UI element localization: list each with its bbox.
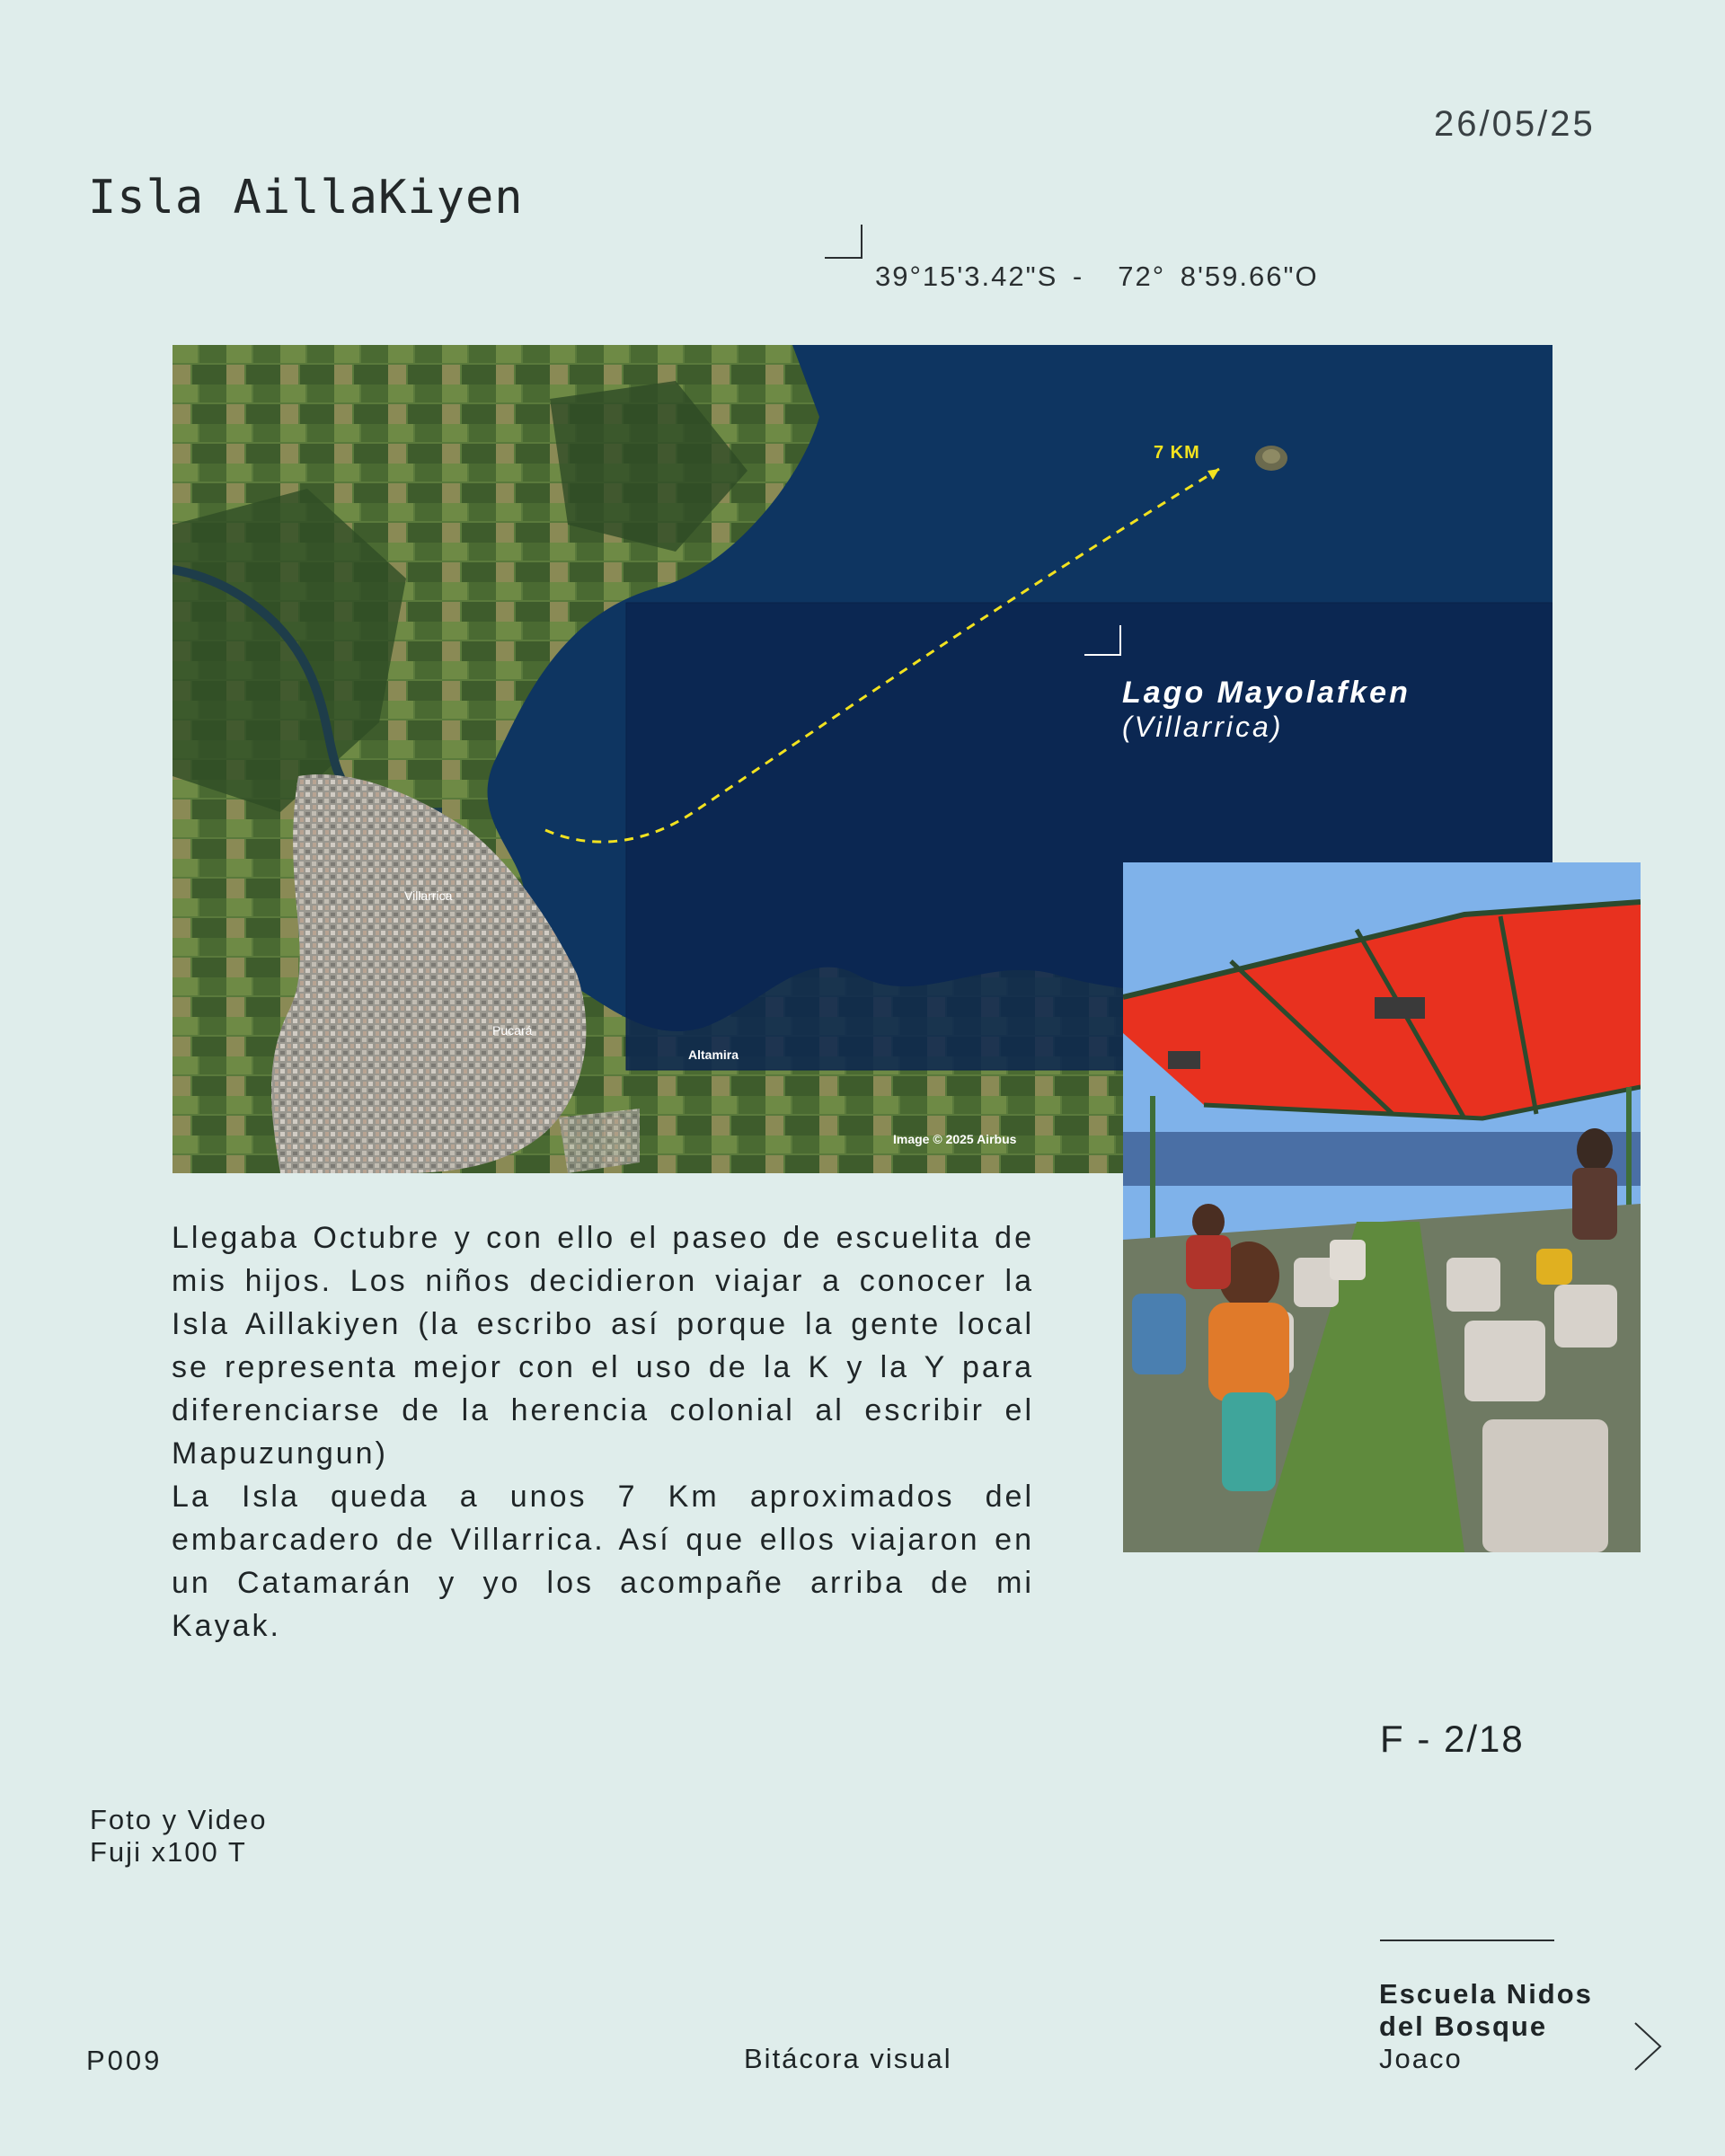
lake-name: Lago Mayolafken [1122, 676, 1411, 710]
place-pucara: Pucará [492, 1023, 533, 1038]
image-credit: Image © 2025 Airbus [893, 1132, 1017, 1146]
publication-name: Bitácora visual [744, 2043, 952, 2074]
distance-label: 7 KM [1154, 443, 1200, 463]
corner-mark [825, 225, 862, 259]
coordinates [875, 261, 1319, 293]
story-paragraph-1: Llegaba Octubre y con ello el paseo de escuelita de mis hijos. Los niños decidieron viajar a conocer la Isla Aillakiyen (la escribo así porque la gente local se representa mejor con el uso de la K y la Y para diferenciarse de la herencia colonial al escribir el Mapuzungun) [172, 1221, 1034, 1471]
place-villarrica: Villarrica [404, 888, 453, 903]
page-number: P009 [86, 2045, 163, 2076]
place-altamira: Altamira [688, 1047, 739, 1062]
latitude: 39°15'3.42"S - [875, 261, 1084, 292]
next-page-button[interactable] [1630, 2019, 1666, 2073]
credit-line-1: Foto y Video [90, 1804, 268, 1835]
chevron-right-icon [1630, 2019, 1666, 2073]
catamaran-illustration [1123, 862, 1641, 1552]
lake-alt-name: (Villarrica) [1122, 711, 1284, 743]
school-name [1379, 1978, 1593, 2043]
date: 26/05/25 [1434, 104, 1596, 144]
camera-credits [90, 1804, 267, 1869]
author-name: Joaco [1379, 2043, 1463, 2074]
frame-counter: F - 2/18 [1380, 1718, 1525, 1760]
divider [1380, 1940, 1554, 1941]
credit-line-2: Fuji x100 T [90, 1836, 247, 1868]
longitude: 72° 8'59.66"O [1118, 261, 1319, 292]
school-line-1: Escuela Nidos [1379, 1978, 1593, 2010]
page-title: Isla AillaKiyen [88, 171, 524, 225]
catamaran-photo [1123, 862, 1641, 1552]
story-text [172, 1216, 1034, 1648]
school-line-2: del Bosque [1379, 2010, 1548, 2042]
story-paragraph-2: La Isla queda a unos 7 Km aproximados del embarcadero de Villarrica. Así que ellos viajaron en un Catamarán y yo los acompañe arriba de mi Kayak. [172, 1480, 1034, 1643]
